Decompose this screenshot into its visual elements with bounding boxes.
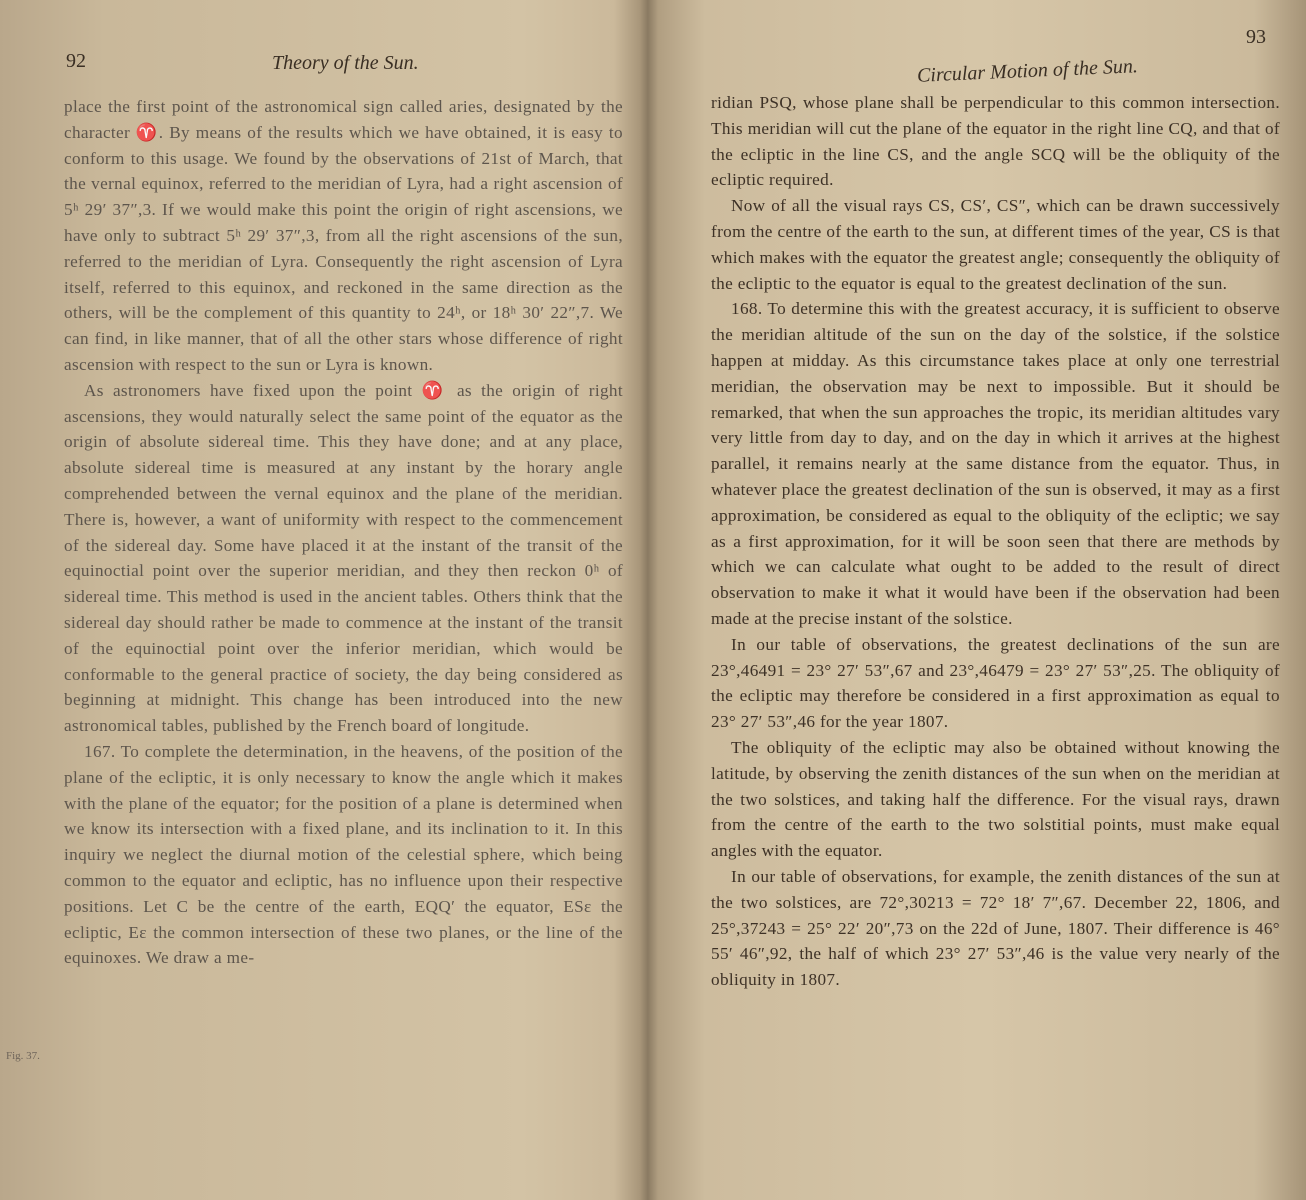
paragraph: The obliquity of the ecliptic may also be obtained without knowing the latitude, by observing the zenith distances of the sun when on the meridian at the two solstices, and taking half the difference. For the visual rays, drawn from the centre of the earth to the two solstitial points, must make equal angles with the equator.: [711, 737, 1280, 861]
paragraph: As astronomers have fixed upon the point ♈ as the origin of right ascensions, they would naturally select the same point of the equator as the origin of absolute sidereal time. This they have done; and at any place, absolute sidereal time is measured at any instant by the horary angle comprehended between the vernal equinox and the plane of the meridian. There is, however, a want of uniformity with respect to the commencement of the sidereal day. Some have placed it at the instant of the transit of the equinoctial point over the superior meridian, and they then reckon 0ʰ of sidereal time. This method is used in the ancient tables. Others think that the sidereal day should rather be made to commence at the instant of the transit of the equinoctial point over the inferior meridian, which would be conformable to the general practice of society, the day being considered as beginning at midnight. This change has been introduced into the new astronomical tables, published by the French board of longitude.: [64, 380, 623, 736]
right-running-title: Circular Motion of the Sun.: [916, 55, 1139, 87]
paragraph: Now of all the visual rays CS, CS′, CS″, which can be drawn successively from the centre of the earth to the sun, at different times of the year, CS is that which makes with the equator the greatest angle; consequently the obliquity of the ecliptic to the equator is equal to the greatest declination of the sun.: [711, 196, 1280, 293]
paragraph: place the first point of the astronomical sign called aries, designated by the character ♈. By means of the results which we have obtained, it is easy to conform to this usage. We found by the observations of 21st of March, that the vernal equinox, referred to the meridian of Lyra, had a right ascension of 5ʰ 29′ 37″,3. If we would make this point the origin of right ascensions, we have only to subtract 5ʰ 29′ 37″,3, from all the right ascensions of the sun, referred to the meridian of Lyra. Consequently the right ascension of Lyra itself, referred to this equinox, and reckoned in the same direction as the others, will be the complement of this quantity to 24ʰ, or 18ʰ 30′ 22″,7. We can find, in like manner, that of all the other stars whose difference of right ascension with respect to the sun or Lyra is known.: [64, 97, 623, 374]
right-running-head: [711, 26, 1280, 90]
paragraph: ridian PSQ, whose plane shall be perpendicular to this common intersection. This meridian will cut the plane of the equator in the right line CQ, and that of the ecliptic in the line CS, and the angle SCQ will be the obliquity of the ecliptic required.: [711, 93, 1280, 190]
left-body-text: [64, 94, 623, 971]
right-page: [655, 0, 1306, 1200]
right-page-number: 93: [1246, 26, 1266, 48]
left-page-number: 92: [66, 50, 86, 72]
paragraph: In our table of observations, the greatest declinations of the sun are 23°,46491 = 23° 27′ 53″,67 and 23°,46479 = 23° 27′ 53″,25. The obliquity of the ecliptic may therefore be considered in a first approximation as equal to 23° 27′ 53″,46 for the year 1807.: [711, 634, 1280, 732]
left-running-head: [64, 40, 623, 90]
paragraph: In our table of observations, for example, the zenith distances of the sun at the two solstices, are 72°,30213 = 72° 18′ 7″,67. December 22, 1806, and 25°,37243 = 25° 22′ 20″,73 on the 22d of June, 1807. Their difference is 46° 55′ 46″,92, the half of which 23° 27′ 53″,46 is the value very nearly of the obliquity in 1807.: [711, 866, 1280, 990]
figure-margin-note: Fig. 37.: [6, 1050, 40, 1062]
left-running-title: Theory of the Sun.: [272, 52, 419, 74]
left-page: [0, 0, 645, 1200]
paragraph: 168. To determine this with the greatest accuracy, it is sufficient to observe the meridian altitude of the sun on the day of the solstice, if the solstice happen at midday. As this circumstance takes place at only one terrestrial meridian, the observation may be next to impossible. But it should be remarked, that when the sun approaches the tropic, its meridian altitudes vary very little from day to day, and on the day in which it arrives at the highest parallel, it remains nearly at the same distance from the equator. Thus, in whatever place the greatest declination of the sun is observed, it may as a first approximation, be considered as equal to the obliquity of the ecliptic; we say as a first approximation, for it will be soon seen that there are methods by which we can calculate what ought to be added to the result of direct observation to make it what it would have been if the observation had been made at the precise instant of the solstice.: [711, 299, 1280, 628]
paragraph: 167. To complete the determination, in the heavens, of the position of the plane of the ecliptic, it is only necessary to know the angle which it makes with the plane of the equator; for the position of a plane is determined when we know its intersection with a fixed plane, and its inclination to it. In this inquiry we neglect the diurnal motion of the celestial sphere, which being common to the equator and ecliptic, has no influence upon their respective positions. Let C be the centre of the earth, EQQ′ the equator, ESε the ecliptic, Eε the common intersection of these two planes, or the line of the equinoxes. We draw a me-: [64, 741, 623, 968]
right-body-text: [711, 90, 1280, 993]
